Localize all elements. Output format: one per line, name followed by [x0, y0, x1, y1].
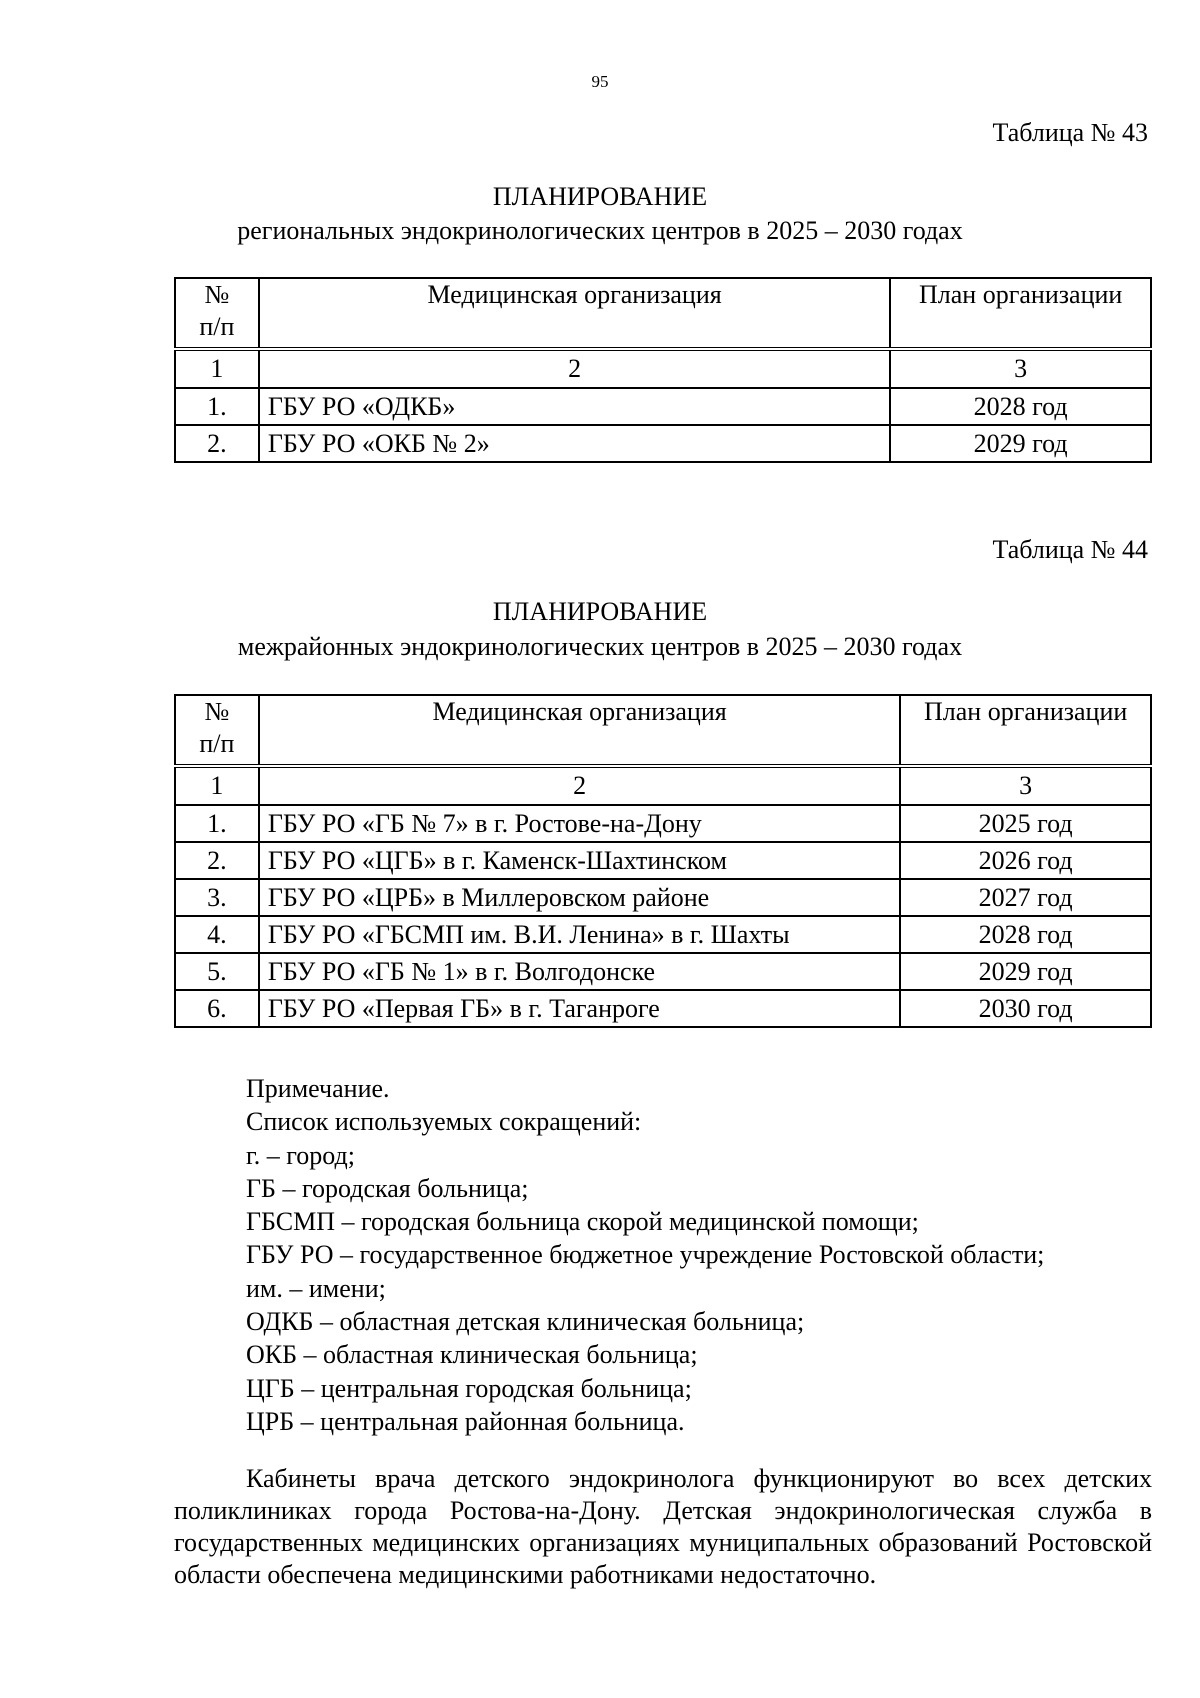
table-row	[175, 805, 1151, 842]
row-plan: 2028 год	[900, 916, 1151, 953]
row-org: ГБУ РО «ОДКБ»	[259, 388, 890, 425]
col-number: 3	[900, 766, 1151, 805]
row-num: 1.	[175, 805, 259, 842]
table-row	[175, 953, 1151, 990]
row-org: ГБУ РО «ЦГБ» в г. Каменск-Шахтинском	[259, 842, 900, 879]
table-row	[175, 990, 1151, 1027]
table-row	[175, 388, 1151, 425]
note-line: ЦРБ – центральная районная больница.	[246, 1406, 685, 1436]
col-number: 1	[175, 349, 259, 388]
table-row	[175, 842, 1151, 879]
col-number: 1	[175, 766, 259, 805]
abbreviations-note	[246, 1072, 1044, 1438]
table-44	[174, 694, 1152, 1028]
table-row	[175, 879, 1151, 916]
row-num: 1.	[175, 388, 259, 425]
row-plan: 2030 год	[900, 990, 1151, 1027]
note-line: ГБ – городская больница;	[246, 1173, 529, 1203]
header-num	[175, 695, 259, 766]
note-line: Список используемых сокращений:	[246, 1107, 642, 1137]
col-number: 2	[259, 766, 900, 805]
row-num: 2.	[175, 425, 259, 462]
column-number-row	[175, 766, 1151, 805]
col-number: 3	[890, 349, 1151, 388]
table-header-row	[175, 695, 1151, 766]
header-org: Медицинская организация	[259, 278, 890, 349]
table-44-subtitle: межрайонных эндокринологических центров в 2025 – 2030 годах	[237, 632, 963, 661]
table-row	[175, 916, 1151, 953]
note-line: ОДКБ – областная детская клиническая больница;	[246, 1307, 805, 1337]
header-num-line2: п/п	[199, 729, 235, 758]
row-org: ГБУ РО «ГБ № 7» в г. Ростове-на-Дону	[259, 805, 900, 842]
row-plan: 2028 год	[890, 388, 1151, 425]
note-line: Примечание.	[246, 1074, 390, 1103]
row-org: ГБУ РО «ГБСМП им. В.И. Ленина» в г. Шахты	[259, 916, 900, 953]
table-44-label: Таблица № 44	[992, 535, 1148, 564]
row-plan: 2025 год	[900, 805, 1151, 842]
row-num: 2.	[175, 842, 259, 879]
row-org: ГБУ РО «ЦРБ» в Миллеровском районе	[259, 879, 900, 916]
header-plan: План организации	[900, 695, 1151, 766]
header-num-line1: №	[204, 697, 230, 726]
table-header-row	[175, 278, 1151, 349]
note-line: им. – имени;	[246, 1273, 386, 1303]
header-num-line1: №	[204, 280, 230, 309]
note-line: ГБУ РО – государственное бюджетное учреждение Ростовской области;	[246, 1240, 1045, 1270]
row-num: 4.	[175, 916, 259, 953]
col-number: 2	[259, 349, 890, 388]
table-43-label: Таблица № 43	[992, 118, 1148, 147]
row-plan: 2027 год	[900, 879, 1151, 916]
row-plan: 2029 год	[890, 425, 1151, 462]
row-plan: 2026 год	[900, 842, 1151, 879]
row-num: 5.	[175, 953, 259, 990]
table-43-subtitle: региональных эндокринологических центров в 2025 – 2030 годах	[237, 216, 963, 245]
row-num: 6.	[175, 990, 259, 1027]
row-org: ГБУ РО «ОКБ № 2»	[259, 425, 890, 462]
note-line: ОКБ – областная клиническая больница;	[246, 1340, 698, 1370]
note-line: ГБСМП – городская больница скорой медицинской помощи;	[246, 1207, 919, 1237]
note-line: г. – город;	[246, 1140, 355, 1170]
note-line: ЦГБ – центральная городская больница;	[246, 1373, 692, 1403]
header-num	[175, 278, 259, 349]
table-44-title: ПЛАНИРОВАНИЕ	[492, 597, 708, 626]
header-num-line2: п/п	[199, 312, 235, 341]
page-number: 95	[591, 72, 609, 91]
body-paragraph	[174, 1463, 1152, 1591]
table-43-title: ПЛАНИРОВАНИЕ	[492, 182, 708, 211]
row-org: ГБУ РО «ГБ № 1» в г. Волгодонске	[259, 953, 900, 990]
table-row	[175, 425, 1151, 462]
header-org: Медицинская организация	[259, 695, 900, 766]
row-plan: 2029 год	[900, 953, 1151, 990]
column-number-row	[175, 349, 1151, 388]
row-org: ГБУ РО «Первая ГБ» в г. Таганроге	[259, 990, 900, 1027]
paragraph-text: Кабинеты врача детского эндокринолога функционируют во всех детских поликлиниках города Ростова-на-Дону. Детская эндокринологическая служба в государственных медицинских организациях муниципальных образований Ростовской области обеспечена медицинскими работниками недостаточно.	[174, 1464, 1152, 1589]
table-43	[174, 277, 1152, 463]
row-num: 3.	[175, 879, 259, 916]
header-plan: План организации	[890, 278, 1151, 349]
